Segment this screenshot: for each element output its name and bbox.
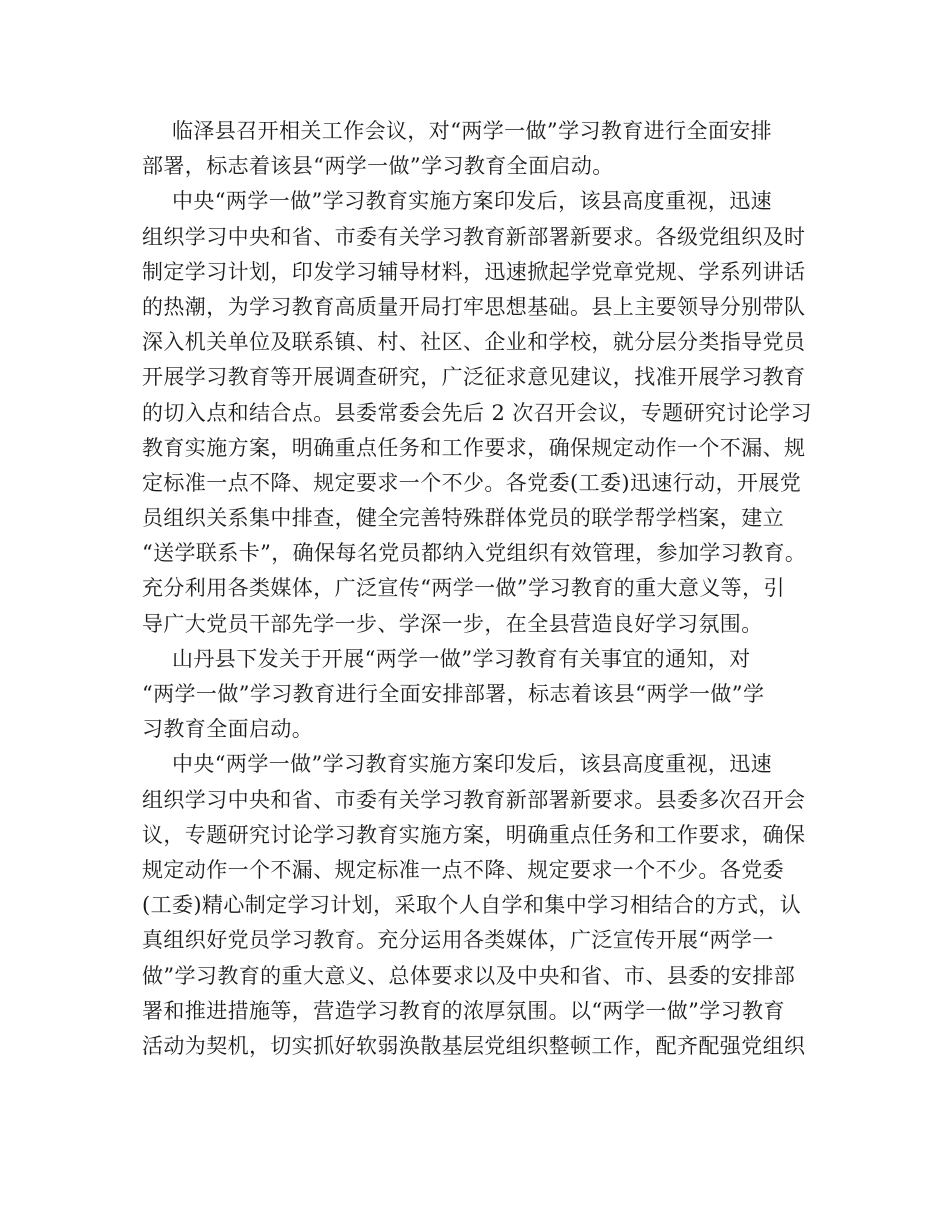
paragraph-line: 部署，标志着该县“两学一做”学习教育全面启动。	[142, 154, 614, 179]
paragraph-line: 开展学习教育等开展调查研究，广泛征求意见建议，找准开展学习教育	[142, 365, 806, 390]
paragraph-first-line: 山丹县下发关于开展“两学一做”学习教育有关事宜的通知，对	[172, 646, 751, 671]
paragraph-line: “送学联系卡”，确保每名党员都纳入党组织有效管理，参加学习教育。	[142, 541, 807, 566]
paragraph-line: 的切入点和结合点。县委常委会先后 2 次召开会议，专题研究讨论学习	[142, 400, 812, 425]
paragraph-line: 导广大党员干部先学一步、学深一步，在全县营造良好学习氛围。	[142, 611, 763, 636]
paragraph-first-line: 临泽县召开相关工作会议，对“两学一做”学习教育进行全面安排	[172, 119, 773, 143]
paragraph-line: 组织学习中央和省、市委有关学习教育新部署新要求。各级党组织及时	[142, 224, 806, 249]
paragraph-line: “两学一做”学习教育进行全面安排部署，标志着该县“两学一做”学	[142, 682, 765, 706]
paragraph-line: 做”学习教育的重大意义、总体要求以及中央和省、市、县委的安排部	[142, 963, 796, 988]
document-body	[142, 114, 822, 1064]
paragraph-line: 署和推进措施等，营造学习教育的浓厚氛围。以“两学一做”学习教育	[142, 998, 785, 1023]
paragraph-line: 教育实施方案，明确重点任务和工作要求，确保规定动作一个不漏、规	[142, 435, 806, 460]
paragraph-line: 议，专题研究讨论学习教育实施方案，明确重点任务和工作要求，确保	[142, 822, 806, 847]
paragraph-line: (工委)精心制定学习计划，采取个人自学和集中学习相结合的方式，认	[142, 893, 802, 918]
paragraph-line: 员组织关系集中排查，健全完善特殊群体党员的联学帮学档案，建立	[142, 506, 784, 531]
paragraph-line: 制定学习计划，印发学习辅导材料，迅速掀起学党章党规、学系列讲话	[142, 259, 806, 284]
paragraph-first-line: 中央“两学一做”学习教育实施方案印发后，该县高度重视，迅速	[172, 189, 773, 214]
paragraph-line: 充分利用各类媒体，广泛宣传“两学一做”学习教育的重大意义等，引	[142, 576, 785, 601]
paragraph-line: 的热潮，为学习教育高质量开局打牢思想基础。县上主要领导分别带队	[142, 294, 806, 319]
paragraph-first-line: 中央“两学一做”学习教育实施方案印发后，该县高度重视，迅速	[172, 752, 773, 777]
paragraph-line: 习教育全面启动。	[142, 717, 314, 742]
paragraph-line: 定标准一点不降、规定要求一个不少。各党委(工委)迅速行动，开展党	[142, 470, 802, 495]
paragraph-line: 深入机关单位及联系镇、村、社区、企业和学校，就分层分类指导党员	[142, 330, 806, 355]
paragraph-line: 真组织好党员学习教育。充分运用各类媒体，广泛宣传开展“两学一	[142, 928, 774, 953]
paragraph-line: 组织学习中央和省、市委有关学习教育新部署新要求。县委多次召开会	[142, 787, 806, 812]
paragraph-line: 规定动作一个不漏、规定标准一点不降、规定要求一个不少。各党委	[142, 857, 784, 882]
paragraph-line: 活动为契机，切实抓好软弱涣散基层党组织整顿工作，配齐配强党组织	[142, 1033, 806, 1058]
